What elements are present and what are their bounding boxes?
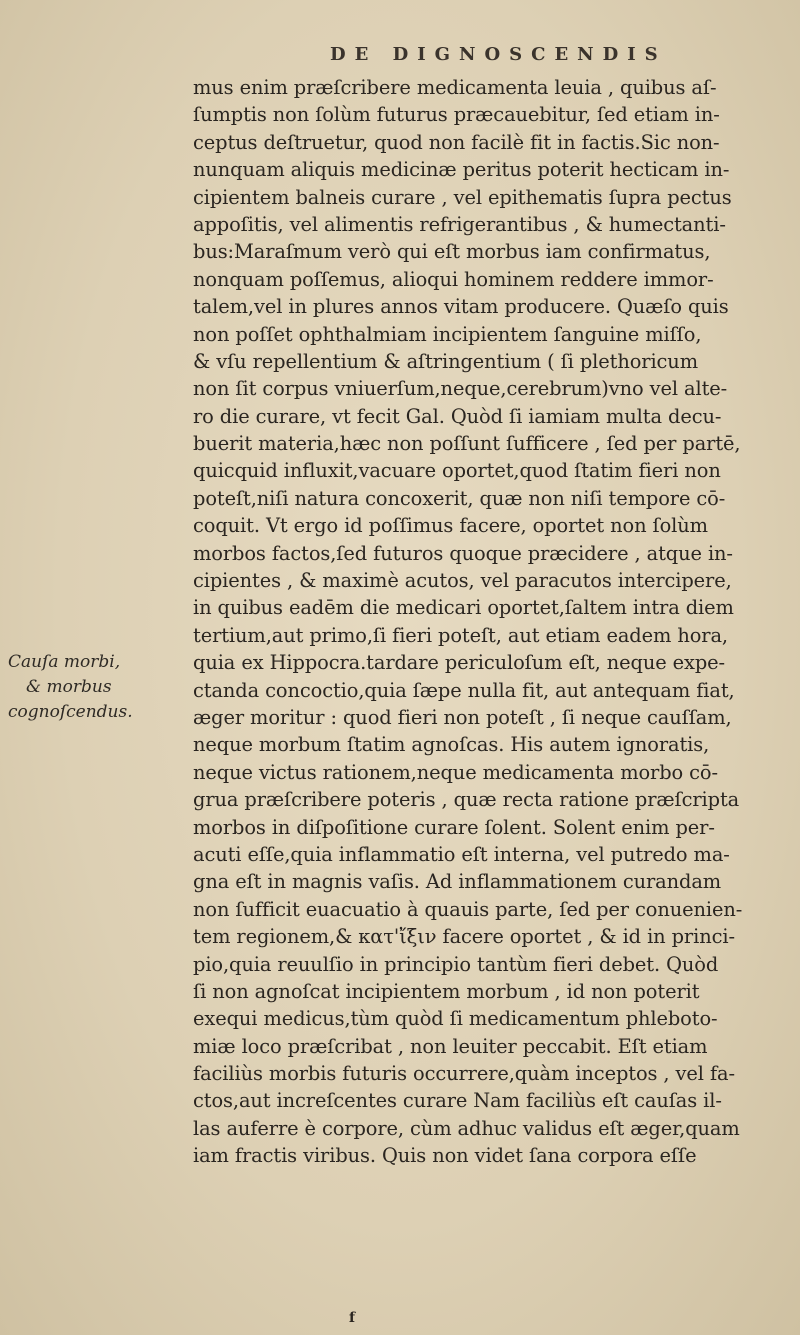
text-line: non ſufficit euacuatio à quauis parte, ſed per conuenien- <box>193 897 743 921</box>
text-line: ctos,aut increſcentes curare Nam faciliùs eſt cauſas il- <box>193 1089 722 1113</box>
text-line: exequi medicus,tùm quòd ſi medicamentum phleboto- <box>193 1007 718 1031</box>
text-line: faciliùs morbis futuris occurrere,quàm inceptos , vel fa- <box>193 1062 735 1086</box>
marginal-note <box>8 650 188 725</box>
text-line: gna eſt in magnis vaſis. Ad inflammationem curandam <box>193 870 722 894</box>
text-line: æger moritur : quod fieri non poteſt , ſi neque cauſſam, <box>193 705 732 729</box>
text-line: ceptus deſtruetur, quod non facilè fit in factis.Sic non- <box>193 130 720 154</box>
text-line: iam fractis viribus. Quis non videt ſana corpora eſſe <box>193 1144 697 1168</box>
text-line: & vſu repellentium & aſtringentium ( ſi plethoricum <box>193 349 698 373</box>
text-line: miæ loco præſcribat , non leuiter peccabit. Eſt etiam <box>193 1034 708 1058</box>
text-line: quicquid influxit,vacuare oportet,quod ſtatim fieri non <box>193 459 721 483</box>
body-text <box>193 74 768 1170</box>
text-line: buerit materia,hæc non poſſunt ſufficere , ſed per partē, <box>193 432 741 456</box>
text-line: ſumptis non ſolùm futurus præcauebitur, ſed etiam in- <box>193 103 720 127</box>
text-line: neque victus rationem,neque medicamenta morbo cō- <box>193 760 718 784</box>
text-line: mus enim præſcribere medicamenta leuia , quibus aſ- <box>193 76 717 99</box>
text-line: nunquam aliquis medicinæ peritus poterit hecticam in- <box>193 158 730 182</box>
text-line: cipientes , & maximè acutos, vel paracutos intercipere, <box>193 569 732 593</box>
text-line: bus:Maraſmum verò qui eſt morbus iam confirmatus, <box>193 240 711 264</box>
text-line: ctanda concoctio,quia ſæpe nulla fit, aut antequam fiat, <box>193 678 735 702</box>
text-line: quia ex Hippocra.tardare periculoſum eſt, neque expe- <box>193 651 725 675</box>
text-line: las auferre è corpore, cùm adhuc validus eſt æger,quam <box>193 1116 740 1140</box>
text-line: pio,quia reuulſio in principio tantùm fieri debet. Quòd <box>193 952 719 976</box>
marginal-note-line: & morbus <box>26 677 112 697</box>
text-line: grua præſcribere poteris , quæ recta ratione præſcripta <box>193 788 740 812</box>
text-line: cipientem balneis curare , vel epithematis ſupra pectus <box>193 185 732 209</box>
text-line: tem regionem,& κατ'ἴξιν facere oportet , & id in princi- <box>193 925 735 949</box>
signature-mark: f <box>349 1310 356 1326</box>
text-line: coquit. Vt ergo id poſſimus facere, oportet non ſolùm <box>193 514 708 538</box>
text-line: talem,vel in plures annos vitam producere. Quæſo quis <box>193 295 729 319</box>
text-line: non ſit corpus vniuerſum,neque,cerebrum)vno vel alte- <box>193 377 728 401</box>
text-line: poteſt,niſi natura concoxerit, quæ non niſi tempore cō- <box>193 486 726 510</box>
text-line: ſi non agnoſcat incipientem morbum , id non poterit <box>193 979 700 1003</box>
text-line: appoſitis, vel alimentis refrigerantibus , & humectanti- <box>193 212 726 236</box>
text-line: neque morbum ſtatim agnoſcas. His autem ignoratis, <box>193 733 710 757</box>
marginal-note-line: cognoſcendus. <box>8 702 133 722</box>
text-line: non poſſet ophthalmiam incipientem ſanguine miſſo, <box>193 322 702 346</box>
text-line: ro die curare, vt fecit Gal. Quòd ſi iamiam multa decu- <box>193 404 722 428</box>
text-line: acuti eſſe,quia inflammatio eſt interna, vel putredo ma- <box>193 842 730 866</box>
marginal-note-line: Cauſa morbi, <box>8 652 121 672</box>
text-line: morbos in diſpoſitione curare ſolent. Solent enim per- <box>193 815 715 839</box>
running-head: DE DIGNOSCENDIS <box>330 44 667 65</box>
text-line: in quibus eadēm die medicari oportet,ſaltem intra diem <box>193 596 734 620</box>
text-line: morbos factos,ſed futuros quoque præcidere , atque in- <box>193 541 733 565</box>
text-line: tertium,aut primo,ſi fieri poteſt, aut etiam eadem hora, <box>193 623 728 647</box>
text-line: nonquam poſſemus, alioqui hominem reddere immor- <box>193 267 714 291</box>
